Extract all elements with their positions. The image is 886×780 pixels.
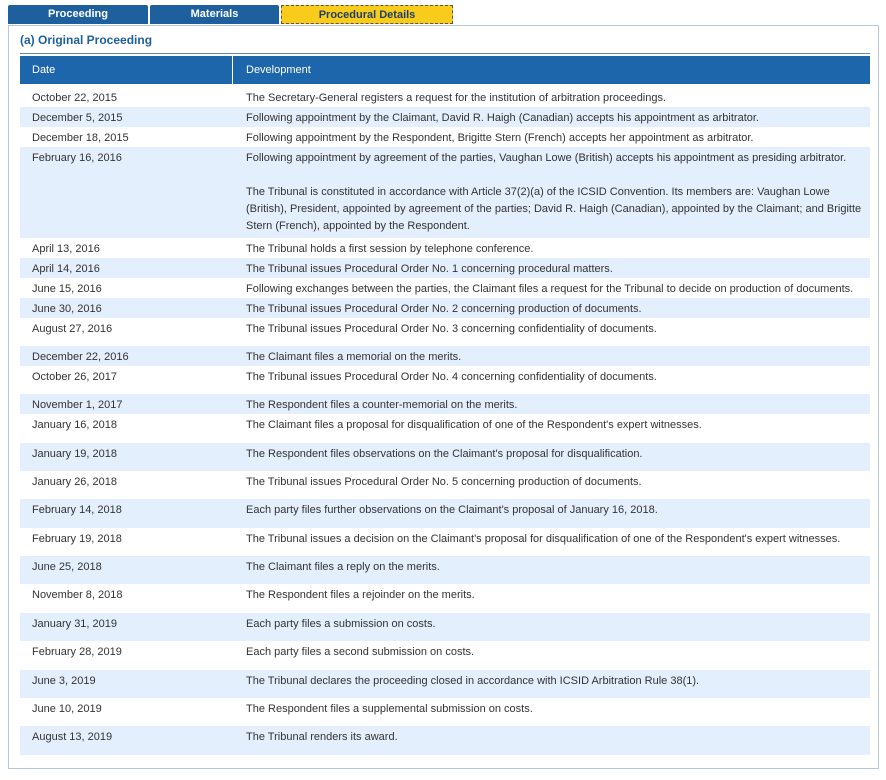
- development-text: The Tribunal issues Procedural Order No. 1 concerning procedural matters.: [246, 263, 613, 275]
- development-text: The Tribunal issues Procedural Order No. 4 concerning confidentiality of documents.: [246, 371, 657, 383]
- row-development: [246, 502, 870, 519]
- row-development: [246, 150, 870, 235]
- table-row: [20, 670, 870, 698]
- tab-procedural-details[interactable]: Procedural Details: [281, 5, 453, 24]
- table-row: [20, 366, 870, 394]
- table-row: [20, 258, 870, 278]
- table-row: [20, 414, 870, 443]
- development-text: The Claimant files a proposal for disqualification of one of the Respondent's expert witnesses.: [246, 419, 702, 431]
- table-row: [20, 147, 870, 238]
- section-title: (a) Original Proceeding: [20, 33, 153, 47]
- column-header-date: Date: [32, 64, 56, 76]
- table-row: [20, 278, 870, 298]
- table-row: [20, 698, 870, 726]
- row-development: [246, 130, 870, 147]
- development-text: The Tribunal renders its award.: [246, 731, 398, 743]
- development-text: The Respondent files a supplemental submission on costs.: [246, 703, 533, 715]
- row-date: January 26, 2018: [32, 476, 118, 488]
- row-date: June 30, 2016: [32, 303, 102, 315]
- row-development: [246, 110, 870, 127]
- row-date: June 3, 2019: [32, 675, 96, 687]
- development-text: The Tribunal issues Procedural Order No. 2 concerning production of documents.: [246, 303, 642, 315]
- development-text: Each party files a submission on costs.: [246, 618, 436, 630]
- row-date: October 26, 2017: [32, 371, 118, 383]
- development-text-continued: The Tribunal is constituted in accordance with Article 37(2)(a) of the ICSID Convention. Its members are: Vaughan Lowe (British), President, appointed by agreement of the parties; David R. Haigh (Canadian), appointed by the Claimant; and Brigitte Stern (French), appointed by the Respondent.: [246, 186, 862, 232]
- row-development: [246, 474, 870, 491]
- row-date: December 18, 2015: [32, 132, 129, 144]
- development-text: The Tribunal declares the proceeding closed in accordance with ICSID Arbitration Rule 38(1).: [246, 675, 700, 687]
- table-row: [20, 556, 870, 584]
- row-date: December 22, 2016: [32, 351, 129, 363]
- development-text: Following appointment by the Respondent, Brigitte Stern (French) accepts her appointment as arbitrator.: [246, 132, 754, 144]
- row-development: [246, 701, 870, 718]
- tab-proceeding[interactable]: Proceeding: [8, 5, 148, 24]
- row-date: June 25, 2018: [32, 561, 102, 573]
- table-body: [20, 87, 870, 755]
- row-date: April 14, 2016: [32, 263, 100, 275]
- row-date: February 14, 2018: [32, 504, 122, 516]
- table-row: [20, 346, 870, 366]
- table-row: [20, 107, 870, 127]
- table-header: [20, 56, 870, 84]
- column-divider: [232, 56, 233, 84]
- row-development: [246, 559, 870, 576]
- table-row: [20, 471, 870, 499]
- row-development: [246, 531, 870, 548]
- row-development: [246, 397, 870, 414]
- row-development: [246, 241, 870, 258]
- row-date: April 13, 2016: [32, 243, 100, 255]
- table-row: [20, 318, 870, 346]
- development-text: Each party files further observations on the Claimant's proposal of January 16, 2018.: [246, 504, 658, 516]
- row-development: [246, 616, 870, 633]
- table-row: [20, 298, 870, 318]
- row-development: [246, 301, 870, 318]
- row-development: [246, 349, 870, 366]
- row-date: October 22, 2015: [32, 92, 118, 104]
- development-text: Each party files a second submission on costs.: [246, 646, 475, 658]
- development-text: The Tribunal issues a decision on the Claimant's proposal for disqualification of one of the Respondent's expert witnesses.: [246, 533, 841, 545]
- row-development: [246, 90, 870, 107]
- procedural-table: [20, 56, 870, 755]
- row-date: January 31, 2019: [32, 618, 118, 630]
- development-text: The Tribunal issues Procedural Order No. 3 concerning confidentiality of documents.: [246, 323, 657, 335]
- development-text: The Respondent files a rejoinder on the merits.: [246, 589, 475, 601]
- development-text: The Tribunal holds a first session by telephone conference.: [246, 243, 534, 255]
- row-date: August 13, 2019: [32, 731, 113, 743]
- row-date: February 28, 2019: [32, 646, 122, 658]
- column-header-development: Development: [246, 64, 311, 76]
- table-row: [20, 394, 870, 414]
- table-row: [20, 87, 870, 107]
- row-date: August 27, 2016: [32, 323, 113, 335]
- table-row: [20, 127, 870, 147]
- row-development: [246, 587, 870, 604]
- row-date: February 16, 2016: [32, 152, 122, 164]
- row-date: January 19, 2018: [32, 448, 118, 460]
- development-text: The Secretary-General registers a request for the institution of arbitration proceedings.: [246, 92, 667, 104]
- row-development: [246, 446, 870, 463]
- table-row: [20, 443, 870, 471]
- row-date: November 1, 2017: [32, 399, 123, 411]
- development-text: Following appointment by agreement of the parties, Vaughan Lowe (British) accepts his appointment as presiding arbitrator.: [246, 152, 847, 164]
- development-text: The Tribunal issues Procedural Order No. 5 concerning production of documents.: [246, 476, 642, 488]
- section-divider: [20, 53, 870, 54]
- development-text: The Respondent files a counter-memorial on the merits.: [246, 399, 518, 411]
- row-date: December 5, 2015: [32, 112, 123, 124]
- row-development: [246, 261, 870, 278]
- row-development: [246, 729, 870, 746]
- development-text: Following exchanges between the parties, the Claimant files a request for the Tribunal to decide on production of documents.: [246, 283, 854, 295]
- row-development: [246, 281, 870, 298]
- row-date: June 10, 2019: [32, 703, 102, 715]
- row-development: [246, 673, 870, 690]
- row-date: June 15, 2016: [32, 283, 102, 295]
- row-development: [246, 644, 870, 661]
- table-row: [20, 528, 870, 556]
- table-row: [20, 726, 870, 755]
- row-date: November 8, 2018: [32, 589, 123, 601]
- row-date: January 16, 2018: [32, 419, 118, 431]
- development-text: The Respondent files observations on the Claimant's proposal for disqualification.: [246, 448, 643, 460]
- table-row: [20, 584, 870, 613]
- development-text: The Claimant files a memorial on the merits.: [246, 351, 462, 363]
- table-row: [20, 641, 870, 670]
- row-date: February 19, 2018: [32, 533, 122, 545]
- row-development: [246, 369, 870, 386]
- procedural-details-panel: [8, 25, 879, 769]
- row-development: [246, 321, 870, 338]
- table-row: [20, 499, 870, 528]
- table-row: [20, 613, 870, 641]
- table-row: [20, 238, 870, 258]
- development-text: The Claimant files a reply on the merits.: [246, 561, 440, 573]
- row-development: [246, 417, 870, 434]
- development-text: Following appointment by the Claimant, David R. Haigh (Canadian) accepts his appointment as arbitrator.: [246, 112, 759, 124]
- tab-materials[interactable]: Materials: [150, 5, 279, 24]
